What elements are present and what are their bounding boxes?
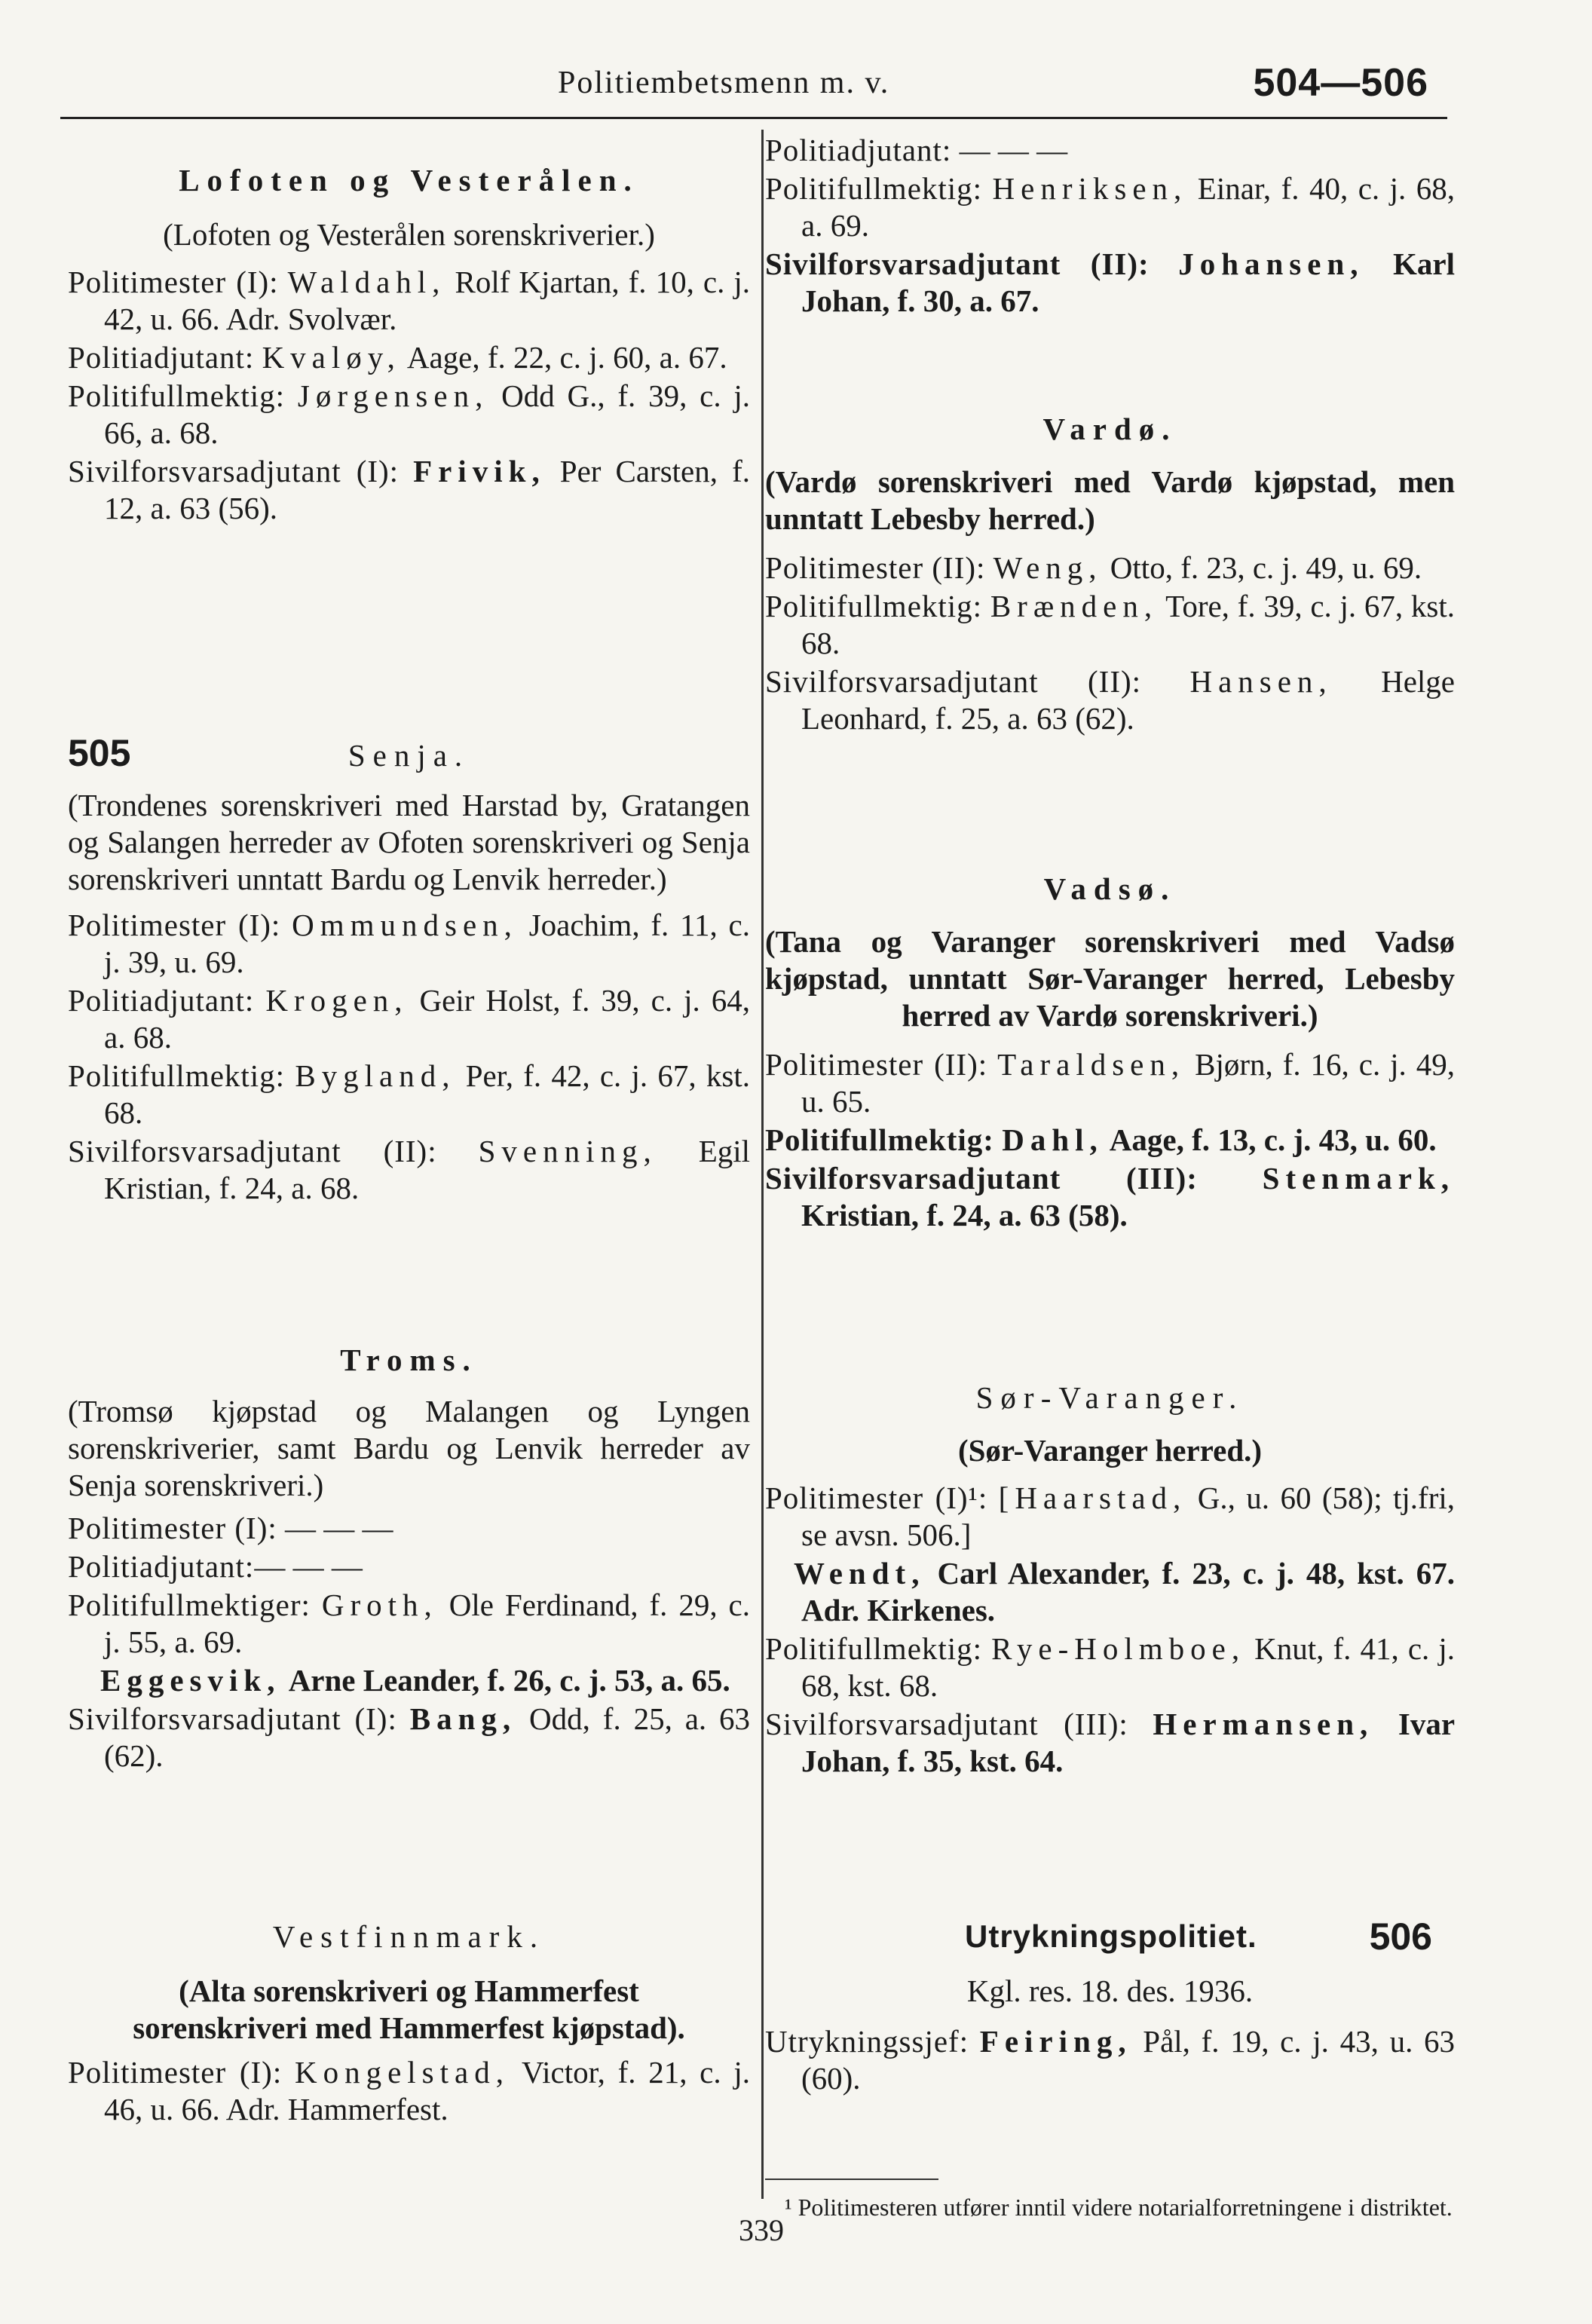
entry-name: Bygland, [295,1058,456,1093]
entry [68,982,750,1056]
entry-name: Rye-Holmboe, [991,1631,1246,1666]
section-subtitle: (Alta sorenskriveri og Hammerfest sorenskriveri med Hammerfest kjøpstad). [133,1973,685,2045]
entry-name: Eggesvik, [100,1663,281,1698]
entry-name: Waldahl, [287,265,446,299]
entry-name: Ommundsen, [292,908,518,942]
entry [765,1555,1455,1629]
entry [68,1701,750,1774]
section-senja [68,731,750,1207]
entry-role: Politiadjutant: [765,133,952,167]
entry-role: Sivilforsvarsadjutant (III): [765,1161,1198,1196]
section-vadso [765,871,1455,1234]
section-sor-varanger [765,1379,1455,1780]
entry-details: — — — [254,1549,363,1584]
section-heading: Vardø. [1042,412,1177,446]
entry [765,2023,1455,2097]
footnote: ¹ Politimesteren utfører inntil videre notarialforretningene i distriktet. [785,2194,1453,2221]
running-title: Politiembetsmenn m. v. [558,66,890,100]
section-heading: Sør-Varanger. [975,1380,1245,1415]
entry-details: Kristian, f. 24, a. 63 (58). [801,1198,1128,1232]
entry-name: Stenmark, [1262,1161,1455,1196]
entry-details: Aage, f. 22, c. j. 60, a. 67. [406,340,727,375]
entry-name: [Haarstad, [998,1480,1187,1515]
entry-role: Politiadjutant: [68,1549,255,1584]
entry-role: Sivilforsvarsadjutant (II): [765,664,1142,699]
entry [765,1706,1455,1780]
entry-role: Politimester (I): [68,2055,283,2090]
entry-role: Politimester (II): [765,550,986,585]
entry-details: Ivar Johan, f. 35, kst. 64. [801,1707,1456,1778]
entry [68,1133,750,1207]
section-heading: Lofoten og Vesterålen. [179,163,639,197]
entry-name: Kongelstad, [294,2055,510,2090]
entry-details: Einar, f. 40, c. j. 68, a. 69. [801,171,1456,243]
entry [68,1587,750,1661]
entry [765,1480,1455,1554]
entry-name: Taraldsen, [997,1047,1186,1082]
section-heading: Vadsø. [1043,871,1177,906]
section-heading: Senja. [347,738,470,773]
entry-role: Politiadjutant: [68,340,255,375]
entry-details: Aage, f. 13, c. j. 43, u. 60. [1109,1122,1437,1157]
entry-details: Arne Leander, f. 26, c. j. 53, a. 65. [288,1663,730,1698]
entry-details: Helge Leonhard, f. 25, a. 63 (62). [801,664,1456,736]
entry-role: Politimester (I): [68,265,279,299]
entry-details: Odd, f. 25, a. 63 (62). [104,1701,751,1773]
section-subtitle: (Vardø sorenskriveri med Vardø kjøpstad, men unntatt Lebesby herred.) [765,464,1455,536]
entry-name: Henriksen, [992,171,1188,206]
entry [765,1122,1455,1159]
entry [68,339,750,376]
entry [68,264,750,338]
section-continuation [765,132,1455,320]
entry-name: Hermansen, [1153,1707,1374,1741]
section-heading: Vestfinnmark. [272,1919,546,1954]
entry [765,550,1455,586]
entry-name: Weng, [993,550,1103,585]
section-subtitle: (Tromsø kjøpstad og Malangen og Lyngen sorenskriverier, samt Bardu og Lenvik herreder av Senja sorenskriveri.) [68,1394,750,1502]
entry [68,1662,750,1699]
entry [765,170,1455,244]
entry [765,1160,1455,1234]
entry-role: Politifullmektig: [765,1122,994,1157]
entry-details: Karl Johan, f. 30, a. 67. [801,246,1456,318]
entry-name: Hansen, [1189,664,1333,699]
entry-name: Wendt, [794,1556,926,1591]
entry-details: — — — [285,1511,393,1545]
entry-details: G., u. 60 (58); tj.fri, se avsn. 506.] [801,1480,1455,1552]
entry-name: Dahl, [1002,1122,1104,1157]
entry-role: Politimester (I)¹: [765,1480,988,1515]
entry-role: Politimester (I): [68,1511,277,1545]
entry-role: Politifullmektig: [68,378,286,413]
entry-name: Johansen, [1178,246,1364,281]
section-subtitle: (Tana og Varanger sorenskriveri med Vadsø kjøpstad, unntatt Sør-Varanger herred, Lebesby herred av Vardø sorenskriveri.) [765,924,1455,1033]
entry-details: Pål, f. 19, c. j. 43, u. 63 (60). [801,2024,1456,2096]
entry-role: Politimester (II): [765,1047,988,1082]
section-heading: Troms. [340,1343,478,1377]
entry [765,246,1455,320]
entry-role: Politifullmektig: [765,589,983,623]
entry-details: Joachim, f. 11, c. j. 39, u. 69. [104,908,751,979]
entry-name: Kvaløy, [262,340,401,375]
entry-name: Jørgensen, [297,378,489,413]
entry-name: Brænden, [990,589,1159,623]
entry-name: Bang, [409,1701,517,1736]
section-lofoten [68,162,750,527]
entry-role: Politifullmektig: [68,1058,286,1093]
entry [765,663,1455,737]
page-number: 339 [739,2213,784,2247]
entry-details: Knut, f. 41, c. j. 68, kst. 68. [801,1631,1456,1703]
entry-role: Politifullmektiger: [68,1588,311,1622]
entry-details: Geir Holst, f. 39, c. j. 64, a. 68. [104,983,750,1055]
entry-role: Politifullmektig: [765,1631,983,1666]
entry-details: — — — [959,133,1068,167]
entry-details: Per Carsten, f. 12, a. 63 (56). [104,454,750,525]
entry-role: Politimester (I): [68,908,281,942]
section-number: 506 [1369,1915,1432,1958]
entry-details: Otto, f. 23, c. j. 49, u. 69. [1110,550,1422,585]
section-number: 505 [68,732,131,774]
entry-name: Groth, [321,1588,438,1622]
entry-role: Politiadjutant: [68,983,255,1018]
entry-role: Sivilforsvarsadjutant (I): [68,1701,397,1736]
section-heading: Utrykningspolitiet. [965,1918,1257,1954]
entry-details: Odd G., f. 39, c. j. 66, a. 68. [104,378,750,450]
entry-details: Victor, f. 21, c. j. 46, u. 66. Adr. Hammerfest. [104,2055,751,2127]
section-utrykningspolitiet [765,1915,1456,2221]
entry [68,1510,750,1547]
section-subtitle: Kgl. res. 18. des. 1936. [966,1973,1254,2008]
section-subtitle: (Lofoten og Vesterålen sorenskriverier.) [163,217,655,252]
entry-details: Per, f. 42, c. j. 67, kst. 68. [104,1058,750,1130]
entry-role: Politifullmektig: [765,171,983,206]
entry [68,907,750,981]
section-subtitle: (Trondenes sorenskriveri med Harstad by, Gratangen og Salangen herreder av Ofoten sorenskriveri og Senja sorenskriveri unntatt Bardu og Lenvik herreder.) [68,788,750,896]
entry-details: Bjørn, f. 16, c. j. 49, u. 65. [801,1047,1456,1119]
entry-name: Krogen, [265,983,409,1018]
entry-name: Frivik, [413,454,546,488]
entry-role: Utrykningssjef: [765,2024,969,2059]
entry-details: Ole Ferdinand, f. 29, c. j. 55, a. 69. [104,1588,751,1659]
page-header [60,60,1447,106]
entry-details: Rolf Kjartan, f. 10, c. j. 42, u. 66. Adr. Svolvær. [104,265,751,336]
entry [68,1058,750,1131]
entry-name: Svenning, [478,1134,657,1168]
section-vestfinnmark [68,1918,750,2128]
header-rule [60,117,1447,119]
entry-details: Carl Alexander, f. 23, c. j. 48, kst. 67. Adr. Kirkenes. [801,1556,1456,1627]
entry [765,1046,1455,1120]
section-range: 504—506 [1253,61,1428,105]
entry [765,588,1455,662]
entry [68,1548,750,1585]
section-troms [68,1342,750,1774]
entry-details: Egil Kristian, f. 24, a. 68. [104,1134,751,1205]
entry [68,2054,750,2128]
entry [68,378,750,452]
section-subtitle: (Sør-Varanger herred.) [957,1433,1263,1468]
entry [68,453,750,527]
entry [765,1630,1455,1704]
section-vardo [765,411,1455,737]
entry-role: Sivilforsvarsadjutant (II): [68,1134,437,1168]
entry [765,132,1455,169]
entry-role: Sivilforsvarsadjutant (III): [765,1707,1128,1741]
footnote-rule [765,2179,938,2180]
entry-role: Sivilforsvarsadjutant (II): [765,246,1150,281]
entry-name: Feiring, [979,2024,1132,2059]
entry-details: Tore, f. 39, c. j. 67, kst. 68. [801,589,1456,660]
column-divider [761,130,764,2199]
entry-role: Sivilforsvarsadjutant (I): [68,454,400,488]
